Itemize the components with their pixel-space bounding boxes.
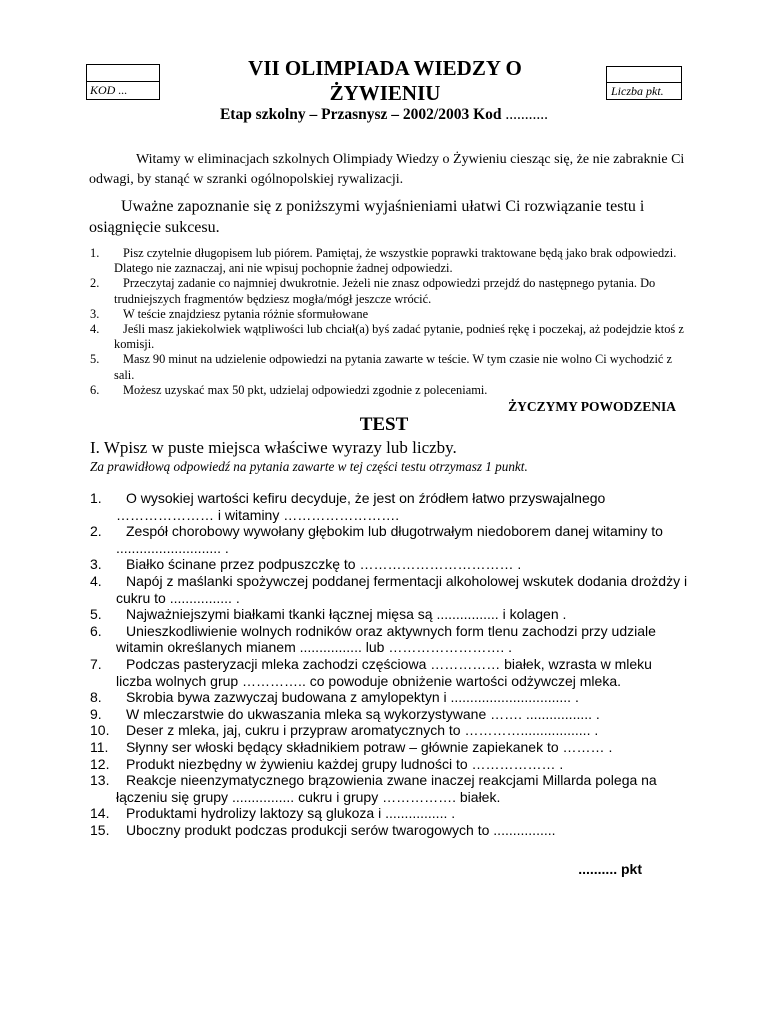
question-number: 14. xyxy=(90,805,110,822)
points-box-blank xyxy=(607,67,681,83)
rule-text: Masz 90 minut na udzielenie odpowiedzi na pytania zawarte w teście. W tym czasie nie wolno Ci wychodzić z sali. xyxy=(114,352,673,382)
points-box-label: Liczba pkt. xyxy=(611,84,664,98)
question-item xyxy=(90,739,690,756)
rule-text: Pisz czytelnie długopisem lub piórem. Pamiętaj, że wszystkie poprawki traktowane będą jako brak odpowiedzi. Dlatego nie zaznaczaj, ani nie wpisuj pochopnie żadnej odpowiedzi. xyxy=(114,246,677,276)
rule-text: Jeśli masz jakiekolwiek wątpliwości lub chciał(a) byś zadać pytanie, podnieś rękę i poczekaj, aż podejdzie ktoś z komisji. xyxy=(114,322,684,352)
question-text: Produktami hydrolizy laktozy są glukoza i ................ . xyxy=(126,805,456,822)
question-item xyxy=(90,772,690,805)
question-item xyxy=(90,623,690,656)
rule-text: Przeczytaj zadanie co najmniej dwukrotnie. Jeżeli nie znasz odpowiedzi przejdź do następnego pytania. Do trudniejszych fragmentów będziesz mogła/mógł jeszcze wrócić. xyxy=(114,276,656,306)
rule-text: Możesz uzyskać max 50 pkt, udzielaj odpowiedzi zgodnie z poleceniami. xyxy=(123,382,488,397)
rules-list xyxy=(90,246,690,398)
question-number: 8. xyxy=(90,689,102,706)
rule-item xyxy=(90,307,690,322)
question-number: 4. xyxy=(90,572,102,589)
question-item xyxy=(90,656,690,689)
rule-item xyxy=(90,322,690,352)
code-box-blank xyxy=(87,65,159,82)
page-title: VII OLIMPIADA WIEDZY O ŻYWIENIU xyxy=(248,56,522,105)
question-text: O wysokiej wartości kefiru decyduje, że jest on źródłem łatwo przyswajalnego ………………… i witaminy ……………………. xyxy=(116,490,606,523)
question-number: 12. xyxy=(90,755,110,772)
question-item xyxy=(90,706,690,723)
subtitle-dots: ........... xyxy=(505,106,549,123)
test-heading: TEST xyxy=(359,414,409,435)
question-item xyxy=(90,573,690,606)
good-luck-text: ŻYCZYMY POWODZENIA xyxy=(508,399,676,414)
points-footer: .......... pkt xyxy=(578,861,642,877)
question-text: Napój z maślanki spożywczej poddanej fermentacji alkoholowej wskutek dodania drożdży i cukru to ................ . xyxy=(116,572,688,606)
rule-number: 3. xyxy=(90,306,100,321)
question-text: Podczas pasteryzacji mleka zachodzi częściowa …………… białek, wzrasta w mleku liczba wolnych grup ………….. co powoduje obniżenie wartości odżywczej mleka. xyxy=(116,655,652,689)
question-number: 7. xyxy=(90,655,102,672)
question-text: Zespół chorobowy wywołany głębokim lub długotrwałym niedoborem danej witaminy to ........................... . xyxy=(116,523,663,556)
question-text: Najważniejszymi białkami tkanki łącznej mięsa są ................ i kolagen . xyxy=(126,606,567,623)
question-item xyxy=(90,523,690,556)
rule-item xyxy=(90,352,690,382)
question-text: Unieszkodliwienie wolnych rodników oraz aktywnych form tlenu zachodzi przy udziale witamin określanych mianem ................ lub ……………………. . xyxy=(116,622,656,656)
question-text: W mleczarstwie do ukwaszania mleka są wykorzystywane ……. ................. . xyxy=(126,705,600,722)
question-number: 6. xyxy=(90,622,102,639)
rule-number: 5. xyxy=(90,352,100,367)
subtitle-text: Etap szkolny – Przasnysz – 2002/2003 Kod xyxy=(219,106,502,123)
question-item xyxy=(90,689,690,706)
question-item xyxy=(90,556,690,573)
rule-number: 2. xyxy=(90,276,100,291)
rule-item xyxy=(90,383,690,398)
question-item xyxy=(90,756,690,773)
section-title: I. Wpisz w puste miejsca właściwe wyrazy lub liczby. xyxy=(90,438,457,457)
question-item xyxy=(90,490,690,523)
question-item xyxy=(90,722,690,739)
rule-item xyxy=(90,246,690,276)
question-text: Słynny ser włoski będący składnikiem potraw – głównie zapiekanek to ……… . xyxy=(126,738,613,755)
question-text: Produkt niezbędny w żywieniu każdej grupy ludności to ……………… . xyxy=(126,755,564,772)
question-number: 2. xyxy=(90,523,102,540)
question-item xyxy=(90,822,690,839)
question-item xyxy=(90,606,690,623)
question-number: 13. xyxy=(90,772,110,789)
questions-list xyxy=(90,490,690,838)
rule-number: 4. xyxy=(90,322,100,337)
question-text: Deser z mleka, jaj, cukru i przypraw aromatycznych to ………….................. . xyxy=(126,722,599,739)
question-number: 3. xyxy=(90,556,102,573)
question-number: 15. xyxy=(90,821,110,838)
question-item xyxy=(90,805,690,822)
rule-number: 6. xyxy=(90,382,100,397)
question-number: 9. xyxy=(90,705,102,722)
points-box xyxy=(606,66,682,100)
question-text: Skrobia bywa zazwyczaj budowana z amylopektyn i ............................... . xyxy=(126,689,579,706)
code-box xyxy=(86,64,160,100)
question-text: Białko ścinane przez podpuszczkę to …………………………… . xyxy=(126,556,522,573)
rule-text: W teście znajdziesz pytania różnie sformułowane xyxy=(123,306,369,321)
rule-number: 1. xyxy=(90,246,100,260)
question-text: Reakcje nieenzymatycznego brązowienia zwane inaczej reakcjami Millarda polega na łączeniu się grupy ................ cukru i grupy ……………. białek. xyxy=(116,772,657,805)
code-box-label: KOD ... xyxy=(90,83,128,97)
question-number: 11. xyxy=(90,738,109,755)
question-number: 5. xyxy=(90,606,102,623)
section-note: Za prawidłową odpowiedź na pytania zawarte w tej części testu otrzymasz 1 punkt. xyxy=(90,459,528,474)
page-subtitle xyxy=(0,106,768,124)
rule-item xyxy=(90,276,690,306)
question-number: 10. xyxy=(90,722,110,739)
question-number: 1. xyxy=(90,490,102,506)
question-text: Uboczny produkt podczas produkcji serów twarogowych to ................ xyxy=(126,821,556,838)
intro-paragraph-2: Uważne zapoznanie się z poniższymi wyjaśnieniami ułatwi Ci rozwiązanie testu i osiągnięcie sukcesu. xyxy=(89,198,645,236)
intro-paragraph-1: Witamy w eliminacjach szkolnych Olimpiady Wiedzy o Żywieniu ciesząc się, że nie zabraknie Ci odwagi, by stanąć w szranki ogólnopolskiej rywalizacji. xyxy=(89,152,685,187)
